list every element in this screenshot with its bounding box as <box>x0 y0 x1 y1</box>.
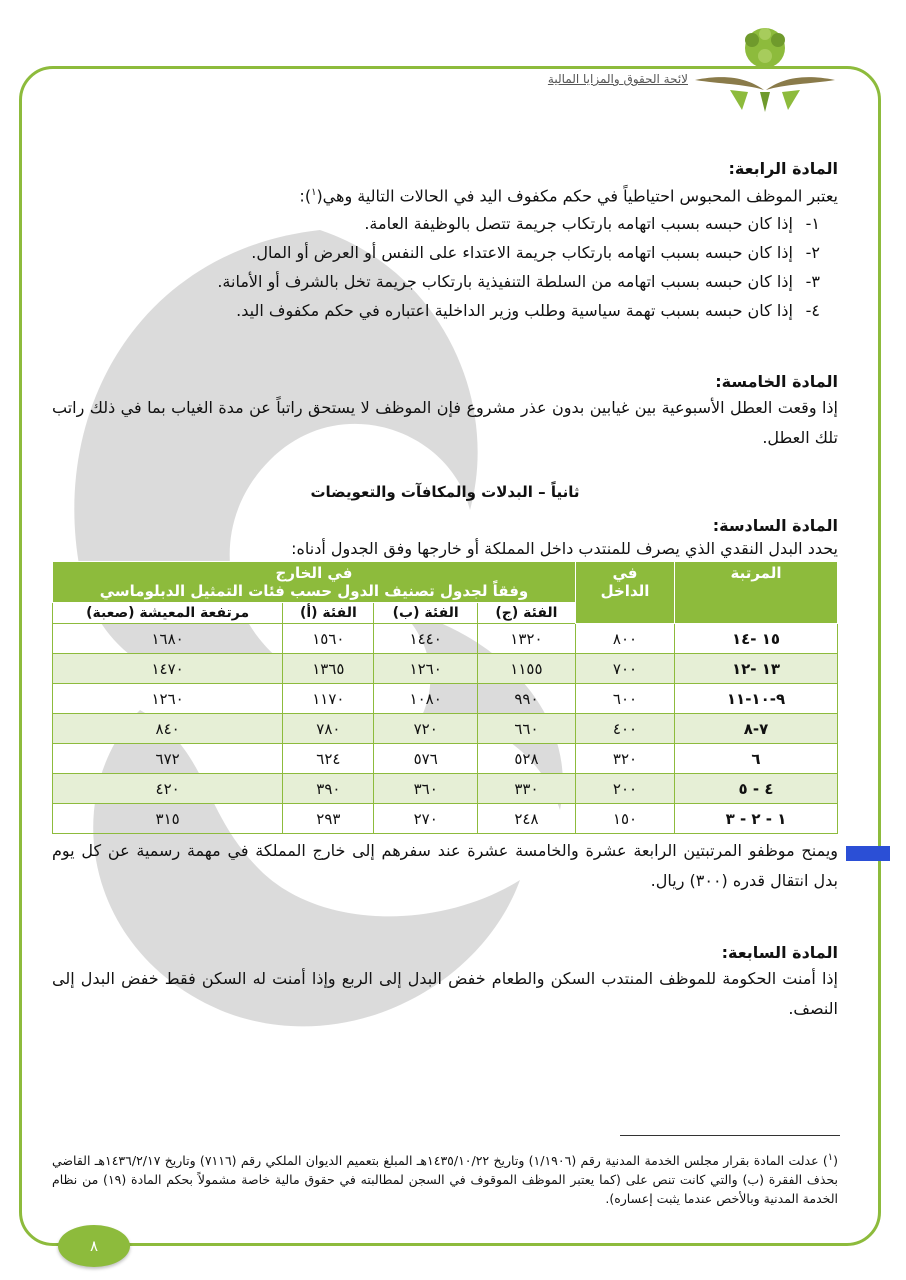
cell-inside: ١٥٠ <box>576 804 675 834</box>
article-7 <box>52 942 838 1024</box>
cell-inside: ٨٠٠ <box>576 624 675 654</box>
cell-high-cost: ٤٢٠ <box>53 774 283 804</box>
subheader-category-b: الفئة (ب) <box>374 603 477 624</box>
article-5 <box>52 371 838 453</box>
cell-category-a: ١٥٦٠ <box>283 624 374 654</box>
article-6-intro: يحدد البدل النقدي الذي يصرف للمنتدب داخل المملكة أو خارجها وفق الجدول أدناه: <box>291 539 838 559</box>
column-header-inside-line1: في <box>612 564 638 583</box>
cell-high-cost: ١٤٧٠ <box>53 654 283 684</box>
cell-high-cost: ٦٧٢ <box>53 744 283 774</box>
cell-category-c: ٢٤٨ <box>477 804 575 834</box>
list-item-text: إذا كان حبسه بسبب اتهامه بارتكاب جريمة تتصل بالوظيفة العامة. <box>364 214 793 234</box>
article-4-list <box>52 209 838 325</box>
cell-rank: ٩-١٠-١١ <box>675 684 838 714</box>
article-7-text: إذا أمنت الحكومة للموظف المنتدب السكن والطعام خفض البدل إلى الربع وإذا أمنت له السكن فقط خفض البدل إلى النصف. <box>52 969 838 1019</box>
document-title: لائحة الحقوق والمزايا المالية <box>547 72 688 86</box>
cell-rank: ٧-٨ <box>675 714 838 744</box>
cell-category-a: ٦٢٤ <box>283 744 374 774</box>
cell-inside: ٧٠٠ <box>576 654 675 684</box>
cell-inside: ٢٠٠ <box>576 774 675 804</box>
list-item-number: ٤- <box>805 301 820 321</box>
leaf-logo-icon <box>690 18 840 118</box>
subheader-category-a: الفئة (أ) <box>283 603 374 624</box>
cell-rank: ١٥ -١٤ <box>675 624 838 654</box>
cell-category-a: ١٣٦٥ <box>283 654 374 684</box>
article-6-after-text: ويمنح موظفو المرتبتين الرابعة عشرة والخامسة عشرة عند سفرهم إلى خارج المملكة في مهمة رسمية عن كل يوم بدل انتقال قدره (٣٠٠) ريال. <box>52 841 838 891</box>
cell-category-b: ٥٧٦ <box>374 744 477 774</box>
column-header-rank: المرتبة <box>675 562 838 624</box>
cell-category-a: ٢٩٣ <box>283 804 374 834</box>
table-row <box>53 804 838 834</box>
table-row <box>53 774 838 804</box>
cell-category-c: ٣٣٠ <box>477 774 575 804</box>
article-6 <box>52 515 838 896</box>
footnote-divider <box>620 1135 840 1136</box>
list-item-number: ٣- <box>805 272 820 292</box>
footnote-text: عدلت المادة بقرار مجلس الخدمة المدنية رقم (١/١٩٠٦) وتاريخ ١٤٣٥/١٠/٢٢هـ المبلغ بتعميم الديوان الملكي رقم (٧١١٦) وتاريخ ١٤٣٦/٢/١٧هـ القاضي بحذف الفقرة (ب) والتي كانت تنص على (كما يعتبر الموظف الموقوف في السجن لمطالبته في حقوق مالية خاصة مشمولاً بحكم المادة (١٩) من نظام الخدمة المدنية وبالأخص عندما يثبت إعساره). <box>52 1153 838 1207</box>
footnote-reference: ١ <box>311 187 317 198</box>
list-item <box>52 267 820 296</box>
side-marker <box>846 846 890 861</box>
cell-rank: ١ - ٢ - ٣ <box>675 804 838 834</box>
cell-category-c: ٦٦٠ <box>477 714 575 744</box>
cell-category-b: ١٠٨٠ <box>374 684 477 714</box>
column-header-inside <box>576 562 675 624</box>
cell-inside: ٣٢٠ <box>576 744 675 774</box>
list-item <box>52 209 820 238</box>
footnote: ($^١$) عدلت المادة بقرار مجلس الخدمة المدنية رقم (١/١٩٠٦) وتاريخ ١٤٣٥/١٠/٢٢هـ المبلغ بتعميم الديوان الملكي رقم (٧١١٦) وتاريخ ١٤٣٦/٢/١٧هـ القاضي بحذف الفقرة (ب) والتي كانت تنص على (كما يعتبر الموظف الموقوف في السجن لمطالبته في حقوق مالية خاصة مشمولاً بحكم المادة (١٩) من نظام الخدمة المدنية وبالأخص عندما يثبت إعساره). <box>52 1152 839 1207</box>
cell-category-c: ٥٢٨ <box>477 744 575 774</box>
table-row <box>53 714 838 744</box>
cell-category-b: ٢٧٠ <box>374 804 477 834</box>
cell-category-c: ١١٥٥ <box>477 654 575 684</box>
cell-inside: ٤٠٠ <box>576 714 675 744</box>
article-4-intro-end: ): <box>299 186 312 206</box>
table-row <box>53 654 838 684</box>
page-number: ٨ <box>58 1225 130 1267</box>
cell-category-b: ٣٦٠ <box>374 774 477 804</box>
article-4-heading: المادة الرابعة: <box>728 159 838 178</box>
cell-rank: ٦ <box>675 744 838 774</box>
column-header-abroad <box>53 562 576 603</box>
table-row <box>53 684 838 714</box>
cell-category-a: ١١٧٠ <box>283 684 374 714</box>
cell-category-b: ٧٢٠ <box>374 714 477 744</box>
cell-inside: ٦٠٠ <box>576 684 675 714</box>
list-item-text: إذا كان حبسه بسبب تهمة سياسية وطلب وزير الداخلية اعتباره في حكم مكفوف اليد. <box>236 301 793 321</box>
subheader-high-cost: مرتفعة المعيشة (صعبة) <box>53 603 283 624</box>
list-item <box>52 296 820 325</box>
list-item-text: إذا كان حبسه بسبب اتهامه من السلطة التنفيذية بارتكاب جريمة تخل بالشرف أو الأمانة. <box>217 272 793 292</box>
footnote-marker: ١ <box>827 1152 834 1163</box>
list-item <box>52 238 820 267</box>
cell-category-a: ٧٨٠ <box>283 714 374 744</box>
cell-category-c: ٩٩٠ <box>477 684 575 714</box>
cell-high-cost: ١٢٦٠ <box>53 684 283 714</box>
column-header-abroad-line2: وفقاً لجدول تصنيف الدول حسب فئات التمثيل الدبلوماسي <box>99 582 529 601</box>
section-title: ثانياً – البدلات والمكافآت والتعويضات <box>310 483 580 502</box>
list-item-text: إذا كان حبسه بسبب اتهامه بارتكاب جريمة الاعتداء على النفس أو العرض أو المال. <box>251 243 793 263</box>
allowance-table <box>52 561 838 834</box>
table-row <box>53 744 838 774</box>
article-4 <box>52 158 838 325</box>
document-body <box>52 150 838 1024</box>
cell-category-b: ١٢٦٠ <box>374 654 477 684</box>
article-7-heading: المادة السابعة: <box>721 943 838 963</box>
list-item-number: ٢- <box>805 243 820 263</box>
list-item-number: ١- <box>805 214 820 234</box>
column-header-inside-line2: الداخل <box>600 582 650 601</box>
cell-rank: ١٣ -١٢ <box>675 654 838 684</box>
cell-category-c: ١٣٢٠ <box>477 624 575 654</box>
cell-high-cost: ٨٤٠ <box>53 714 283 744</box>
article-4-intro-text: يعتبر الموظف المحبوس احتياطياً في حكم مكفوف اليد في الحالات التالية وهي( <box>316 186 838 206</box>
cell-high-cost: ٣١٥ <box>53 804 283 834</box>
cell-high-cost: ١٦٨٠ <box>53 624 283 654</box>
table-row <box>53 624 838 654</box>
article-6-heading: المادة السادسة: <box>712 516 838 536</box>
cell-rank: ٤ - ٥ <box>675 774 838 804</box>
cell-category-b: ١٤٤٠ <box>374 624 477 654</box>
article-5-heading: المادة الخامسة: <box>715 372 838 392</box>
subheader-category-c: الفئة (ج) <box>477 603 575 624</box>
article-4-intro <box>52 180 838 209</box>
cell-category-a: ٣٩٠ <box>283 774 374 804</box>
column-header-abroad-line1: في الخارج <box>275 564 353 583</box>
article-5-text: إذا وقعت العطل الأسبوعية بين غيابين بدون عذر مشروع فإن الموظف لا يستحق راتباً عن مدة الغياب بما في ذلك راتب تلك العطل. <box>52 398 838 448</box>
